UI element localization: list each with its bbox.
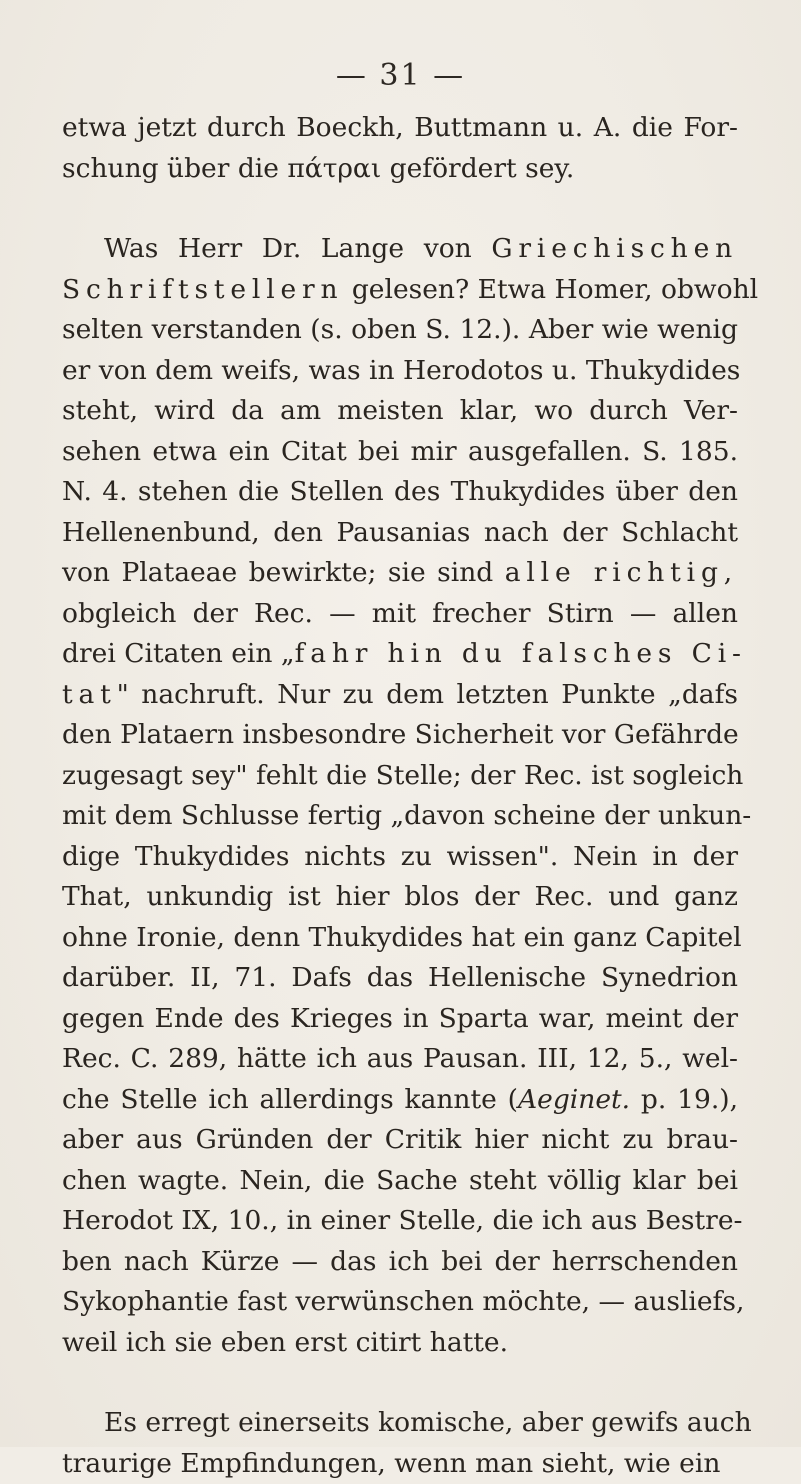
text-run: mit dem Schlusse fertig „davon scheine der unkun-: [62, 800, 751, 831]
text-line: [62, 108, 738, 149]
paragraph-gap: [62, 1363, 738, 1403]
text-line: [62, 715, 738, 756]
text-line: [62, 149, 738, 190]
text-line: [62, 229, 738, 270]
text-run: von Plataeae bewirkte; sie sind: [62, 557, 505, 588]
text-line: [62, 918, 738, 959]
text-line: [62, 958, 738, 999]
text-run: obgleich der Rec. — mit frecher Stirn — allen: [62, 598, 738, 629]
text-run: dige Thukydides nichts zu wissen". Nein in der: [62, 841, 738, 872]
spaced-emphasis: Schriftstellern: [62, 274, 343, 305]
text-line: [62, 1080, 738, 1121]
text-run: p. 19.),: [630, 1084, 738, 1115]
text-run: gelesen? Etwa Homer, obwohl: [343, 274, 758, 305]
spaced-emphasis: fahr hin du falsches Ci-: [295, 638, 747, 669]
text-run: Sykophantie fast verwünschen möchte, — ausliefs,: [62, 1286, 744, 1317]
text-line: [62, 513, 738, 554]
text-line: [62, 432, 738, 473]
text-line: [62, 1403, 738, 1444]
body-text: [62, 108, 738, 1484]
text-line: [62, 1323, 738, 1364]
text-run: Was Herr Dr. Lange von: [104, 233, 491, 264]
text-run: ohne Ironie, denn Thukydides hat ein ganz Capitel: [62, 922, 742, 953]
text-run: den Plataern insbesondre Sicherheit vor Gefährde: [62, 719, 739, 750]
text-line: [62, 877, 738, 918]
spaced-emphasis: Griechischen: [491, 233, 738, 264]
text-run: aber aus Gründen der Critik hier nicht zu brau-: [62, 1124, 738, 1155]
text-line: [62, 351, 738, 392]
text-line: [62, 756, 738, 797]
text-line: [62, 796, 738, 837]
text-line: [62, 1039, 738, 1080]
text-run: steht, wird da am meisten klar, wo durch Ver-: [62, 395, 738, 426]
text-line: [62, 1444, 738, 1484]
paragraph: [62, 229, 738, 1363]
text-line: [62, 310, 738, 351]
text-run: traurige Empfindungen, wenn man sieht, wie ein: [62, 1448, 720, 1479]
text-line: [62, 1120, 738, 1161]
text-line: [62, 553, 738, 594]
text-run: Es erregt einerseits komische, aber gewifs auch: [104, 1407, 752, 1438]
text-run: darüber. II, 71. Dafs das Hellenische Synedrion: [62, 962, 738, 993]
text-run: zugesagt sey" fehlt die Stelle; der Rec. ist sogleich: [62, 760, 743, 791]
text-line: [62, 472, 738, 513]
text-run: Herodot IX, 10., in einer Stelle, die ich aus Bestre-: [62, 1205, 742, 1236]
text-run: gegen Ende des Krieges in Sparta war, meint der: [62, 1003, 738, 1034]
paragraph-gap: [62, 189, 738, 229]
text-line: [62, 1282, 738, 1323]
text-line: [62, 837, 738, 878]
paragraph: [62, 108, 738, 189]
text-run: chen wagte. Nein, die Sache steht völlig klar bei: [62, 1165, 738, 1196]
text-run: selten verstanden (s. oben S. 12.). Aber wie wenig: [62, 314, 738, 345]
text-run: ben nach Kürze — das ich bei der herrschenden: [62, 1246, 738, 1277]
text-run: weil ich sie eben erst citirt hatte.: [62, 1327, 508, 1358]
text-run: N. 4. stehen die Stellen des Thukydides über den: [62, 476, 738, 507]
text-run: Rec. C. 289, hätte ich aus Pausan. III, 12, 5., wel-: [62, 1043, 738, 1074]
text-line: [62, 1201, 738, 1242]
text-line: [62, 594, 738, 635]
spaced-emphasis: alle richtig,: [505, 557, 738, 588]
text-run: That, unkundig ist hier blos der Rec. und ganz: [62, 881, 738, 912]
text-run: Hellenenbund, den Pausanias nach der Schlacht: [62, 517, 738, 548]
text-line: [62, 391, 738, 432]
text-run: schung über die πάτραι gefördert sey.: [62, 153, 574, 184]
text-line: [62, 999, 738, 1040]
paragraph: [62, 1403, 738, 1484]
text-run: er von dem weifs, was in Herodotos u. Thukydides: [62, 355, 740, 386]
text-run: etwa jetzt durch Boeckh, Buttmann u. A. die For-: [62, 112, 738, 143]
text-run: che Stelle ich allerdings kannte (: [62, 1084, 518, 1115]
text-line: [62, 270, 738, 311]
spaced-emphasis: tat: [62, 679, 117, 710]
text-run: drei Citaten ein „: [62, 638, 295, 669]
text-line: [62, 1242, 738, 1283]
text-line: [62, 1161, 738, 1202]
italic-text: Aeginet.: [518, 1084, 630, 1115]
text-line: [62, 675, 738, 716]
text-run: " nachruft. Nur zu dem letzten Punkte „dafs: [117, 679, 738, 710]
text-line: [62, 634, 738, 675]
text-run: sehen etwa ein Citat bei mir ausgefallen. S. 185.: [62, 436, 738, 467]
page-number: — 31 —: [0, 58, 801, 93]
